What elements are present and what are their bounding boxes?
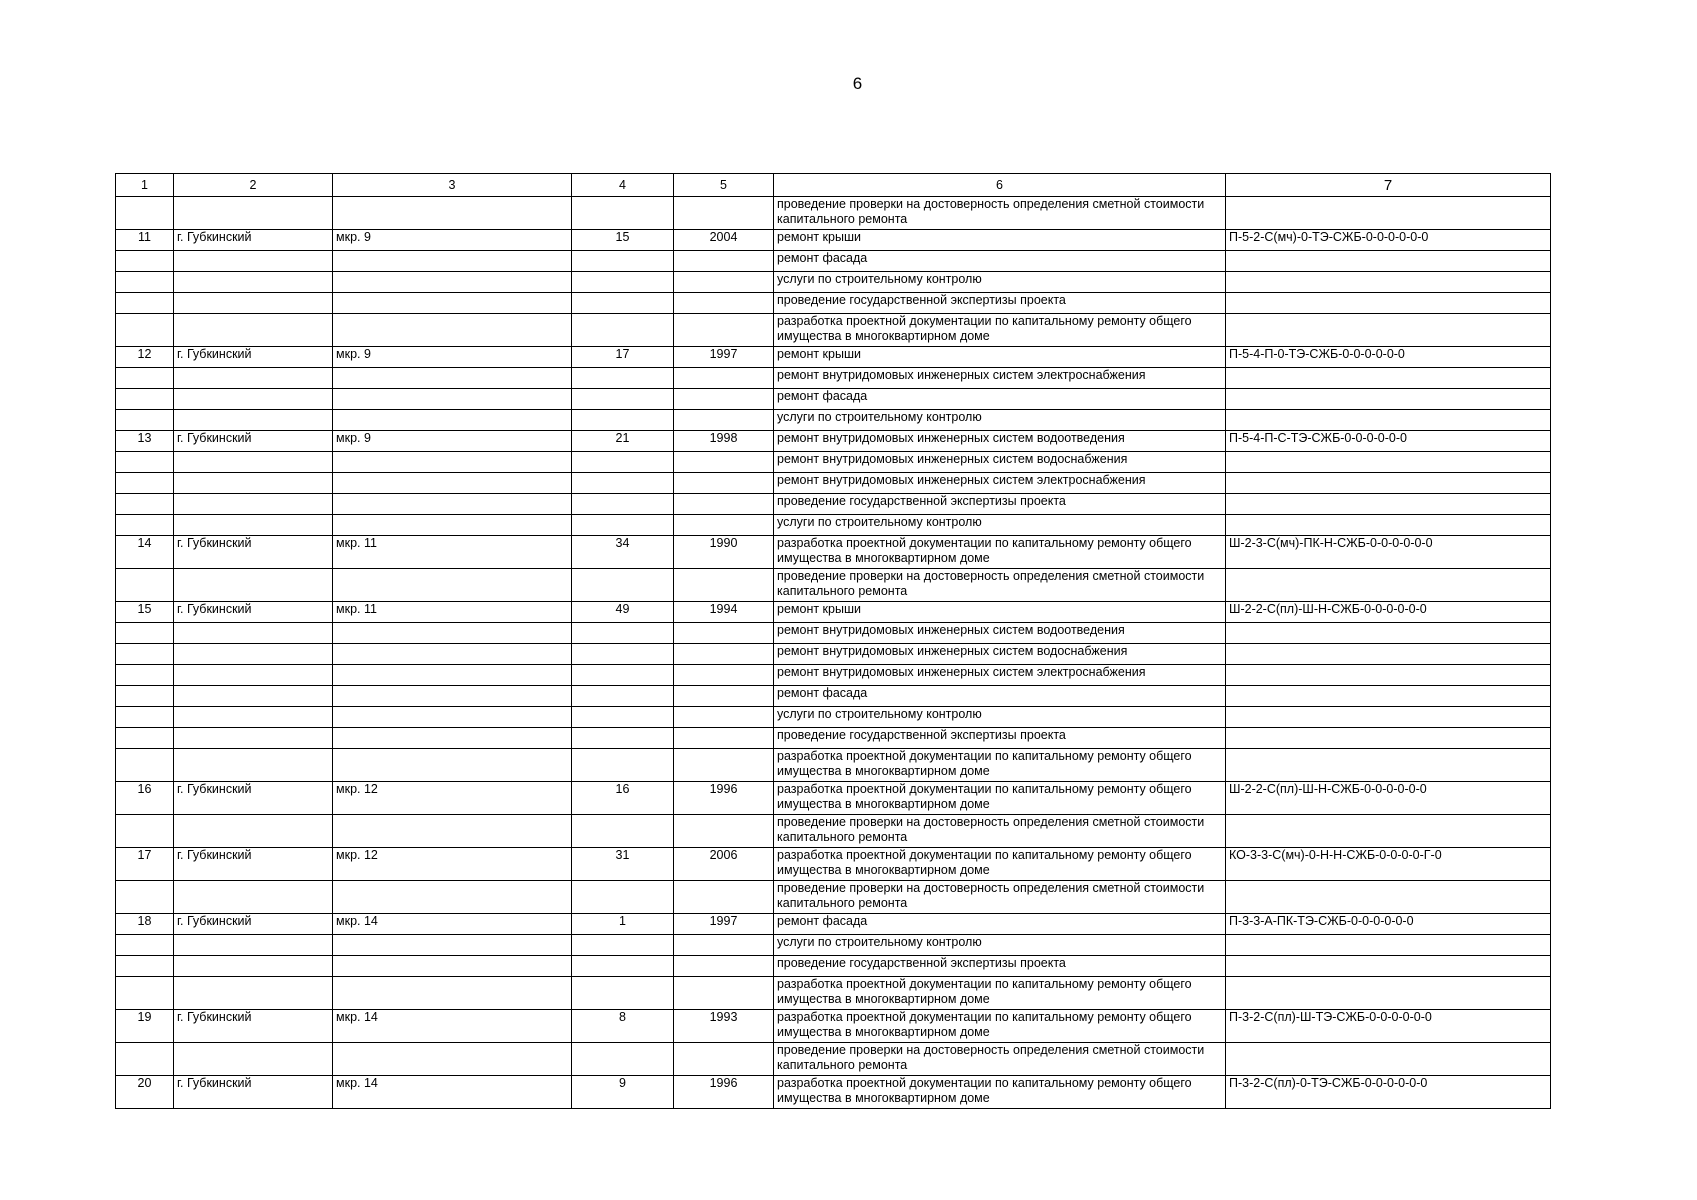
table-row — [116, 230, 1551, 251]
city-cell: г. Губкинский — [174, 782, 333, 815]
table-row — [116, 314, 1551, 347]
house-number-cell — [572, 293, 674, 314]
year-cell: 1998 — [674, 431, 774, 452]
building-code-cell: П-5-4-П-С-ТЭ-СЖБ-0-0-0-0-0-0 — [1226, 431, 1551, 452]
building-code-cell — [1226, 515, 1551, 536]
table-row — [116, 935, 1551, 956]
year-cell — [674, 815, 774, 848]
year-cell — [674, 644, 774, 665]
year-cell — [674, 389, 774, 410]
city-cell — [174, 569, 333, 602]
year-cell: 1996 — [674, 782, 774, 815]
house-number-cell — [572, 623, 674, 644]
row-number-cell — [116, 410, 174, 431]
work-type-cell: проведение государственной экспертизы проекта — [774, 728, 1226, 749]
row-number-cell: 11 — [116, 230, 174, 251]
house-number-cell — [572, 1043, 674, 1076]
house-number-cell: 1 — [572, 914, 674, 935]
work-type-cell: разработка проектной документации по капитальному ремонту общего имущества в многоквартирном доме — [774, 782, 1226, 815]
house-number-cell — [572, 272, 674, 293]
row-number-cell: 14 — [116, 536, 174, 569]
city-cell — [174, 389, 333, 410]
table-row — [116, 272, 1551, 293]
district-cell — [333, 728, 572, 749]
work-type-cell: ремонт внутридомовых инженерных систем водоотведения — [774, 623, 1226, 644]
page-number: 6 — [852, 74, 863, 93]
building-code-cell — [1226, 452, 1551, 473]
year-cell: 2004 — [674, 230, 774, 251]
house-number-cell: 16 — [572, 782, 674, 815]
row-number-cell — [116, 389, 174, 410]
building-code-cell: Ш-2-2-С(пл)-Ш-Н-СЖБ-0-0-0-0-0-0 — [1226, 602, 1551, 623]
city-cell — [174, 197, 333, 230]
year-cell — [674, 251, 774, 272]
house-number-cell — [572, 749, 674, 782]
building-code-cell: КО-3-3-С(мч)-0-Н-Н-СЖБ-0-0-0-0-Г-0 — [1226, 848, 1551, 881]
row-number-cell — [116, 473, 174, 494]
city-cell — [174, 293, 333, 314]
work-type-cell: услуги по строительному контролю — [774, 410, 1226, 431]
city-cell — [174, 644, 333, 665]
city-cell — [174, 314, 333, 347]
district-cell: мкр. 9 — [333, 230, 572, 251]
work-type-cell: разработка проектной документации по капитальному ремонту общего имущества в многоквартирном доме — [774, 848, 1226, 881]
house-number-cell — [572, 815, 674, 848]
row-number-cell: 13 — [116, 431, 174, 452]
building-code-cell: П-3-3-А-ПК-ТЭ-СЖБ-0-0-0-0-0-0 — [1226, 914, 1551, 935]
row-number-cell — [116, 452, 174, 473]
table-row — [116, 881, 1551, 914]
district-cell: мкр. 12 — [333, 848, 572, 881]
building-code-cell: Ш-2-3-С(мч)-ПК-Н-СЖБ-0-0-0-0-0-0 — [1226, 536, 1551, 569]
table-row — [116, 347, 1551, 368]
district-cell: мкр. 12 — [333, 782, 572, 815]
table-row — [116, 368, 1551, 389]
row-number-cell — [116, 515, 174, 536]
year-cell — [674, 410, 774, 431]
row-number-cell — [116, 251, 174, 272]
work-type-cell: проведение государственной экспертизы проекта — [774, 293, 1226, 314]
year-cell — [674, 197, 774, 230]
table-row — [116, 815, 1551, 848]
building-code-cell — [1226, 251, 1551, 272]
year-cell — [674, 665, 774, 686]
city-cell — [174, 707, 333, 728]
column-number: 7 — [1226, 174, 1551, 197]
row-number-cell — [116, 494, 174, 515]
district-cell — [333, 314, 572, 347]
table-row — [116, 914, 1551, 935]
building-code-cell — [1226, 293, 1551, 314]
table-row — [116, 665, 1551, 686]
table-row — [116, 977, 1551, 1010]
house-number-cell: 17 — [572, 347, 674, 368]
house-number-cell — [572, 956, 674, 977]
row-number-cell — [116, 1043, 174, 1076]
table-row — [116, 251, 1551, 272]
building-code-cell — [1226, 881, 1551, 914]
district-cell: мкр. 11 — [333, 602, 572, 623]
city-cell — [174, 665, 333, 686]
district-cell — [333, 452, 572, 473]
district-cell — [333, 665, 572, 686]
city-cell — [174, 1043, 333, 1076]
row-number-cell — [116, 749, 174, 782]
city-cell: г. Губкинский — [174, 602, 333, 623]
house-number-cell — [572, 935, 674, 956]
row-number-cell — [116, 569, 174, 602]
house-number-cell — [572, 728, 674, 749]
year-cell — [674, 368, 774, 389]
row-number-cell: 18 — [116, 914, 174, 935]
district-cell — [333, 293, 572, 314]
table-row — [116, 782, 1551, 815]
city-cell — [174, 368, 333, 389]
column-number: 6 — [774, 174, 1226, 197]
year-cell — [674, 623, 774, 644]
year-cell — [674, 473, 774, 494]
house-number-cell — [572, 707, 674, 728]
table-row — [116, 494, 1551, 515]
city-cell: г. Губкинский — [174, 347, 333, 368]
city-cell: г. Губкинский — [174, 536, 333, 569]
table-row — [116, 686, 1551, 707]
district-cell: мкр. 9 — [333, 431, 572, 452]
work-type-cell: проведение проверки на достоверность определения сметной стоимости капитального ремонта — [774, 569, 1226, 602]
work-type-cell: проведение государственной экспертизы проекта — [774, 494, 1226, 515]
city-cell — [174, 272, 333, 293]
work-type-cell: проведение проверки на достоверность определения сметной стоимости капитального ремонта — [774, 1043, 1226, 1076]
house-number-cell: 9 — [572, 1076, 674, 1109]
building-code-cell — [1226, 623, 1551, 644]
row-number-cell — [116, 815, 174, 848]
year-cell — [674, 686, 774, 707]
table-row — [116, 1043, 1551, 1076]
building-code-cell — [1226, 494, 1551, 515]
work-type-cell: ремонт фасада — [774, 914, 1226, 935]
year-cell — [674, 1043, 774, 1076]
district-cell: мкр. 14 — [333, 1010, 572, 1043]
work-type-cell: ремонт внутридомовых инженерных систем водоснабжения — [774, 452, 1226, 473]
table-row — [116, 602, 1551, 623]
year-cell — [674, 515, 774, 536]
district-cell — [333, 473, 572, 494]
building-code-cell — [1226, 707, 1551, 728]
table-row — [116, 1076, 1551, 1109]
year-cell — [674, 707, 774, 728]
building-code-cell: П-5-4-П-0-ТЭ-СЖБ-0-0-0-0-0-0 — [1226, 347, 1551, 368]
row-number-cell — [116, 623, 174, 644]
table-row — [116, 515, 1551, 536]
year-cell — [674, 935, 774, 956]
row-number-cell — [116, 272, 174, 293]
city-cell: г. Губкинский — [174, 914, 333, 935]
building-code-cell — [1226, 410, 1551, 431]
year-cell — [674, 569, 774, 602]
table-row — [116, 536, 1551, 569]
district-cell — [333, 623, 572, 644]
house-number-cell: 21 — [572, 431, 674, 452]
row-number-cell — [116, 644, 174, 665]
house-number-cell — [572, 494, 674, 515]
district-cell — [333, 272, 572, 293]
year-cell: 1997 — [674, 347, 774, 368]
house-number-cell — [572, 452, 674, 473]
building-code-cell — [1226, 569, 1551, 602]
building-code-cell — [1226, 473, 1551, 494]
city-cell — [174, 410, 333, 431]
city-cell: г. Губкинский — [174, 848, 333, 881]
district-cell — [333, 707, 572, 728]
district-cell — [333, 977, 572, 1010]
building-code-cell — [1226, 956, 1551, 977]
column-number: 5 — [674, 174, 774, 197]
table-row — [116, 644, 1551, 665]
row-number-cell — [116, 314, 174, 347]
district-cell: мкр. 11 — [333, 536, 572, 569]
house-number-cell — [572, 314, 674, 347]
work-type-cell: ремонт внутридомовых инженерных систем электроснабжения — [774, 473, 1226, 494]
district-cell — [333, 644, 572, 665]
house-number-cell — [572, 569, 674, 602]
building-code-cell — [1226, 314, 1551, 347]
city-cell: г. Губкинский — [174, 230, 333, 251]
work-type-cell: разработка проектной документации по капитальному ремонту общего имущества в многоквартирном доме — [774, 1076, 1226, 1109]
row-number-cell: 16 — [116, 782, 174, 815]
work-type-cell: ремонт внутридомовых инженерных систем электроснабжения — [774, 665, 1226, 686]
work-type-cell: проведение проверки на достоверность определения сметной стоимости капитального ремонта — [774, 881, 1226, 914]
work-type-cell: ремонт внутридомовых инженерных систем водоснабжения — [774, 644, 1226, 665]
city-cell: г. Губкинский — [174, 1076, 333, 1109]
year-cell: 1996 — [674, 1076, 774, 1109]
house-number-cell — [572, 515, 674, 536]
row-number-cell: 12 — [116, 347, 174, 368]
work-type-cell: ремонт крыши — [774, 347, 1226, 368]
year-cell — [674, 314, 774, 347]
year-cell — [674, 452, 774, 473]
row-number-cell — [116, 977, 174, 1010]
row-number-cell — [116, 197, 174, 230]
table-row — [116, 569, 1551, 602]
building-code-cell — [1226, 644, 1551, 665]
district-cell — [333, 815, 572, 848]
table-row — [116, 293, 1551, 314]
district-cell — [333, 368, 572, 389]
district-cell — [333, 251, 572, 272]
table-row — [116, 728, 1551, 749]
house-number-cell — [572, 977, 674, 1010]
house-number-cell: 49 — [572, 602, 674, 623]
row-number-cell — [116, 956, 174, 977]
city-cell — [174, 935, 333, 956]
city-cell — [174, 473, 333, 494]
table-row — [116, 1010, 1551, 1043]
city-cell — [174, 881, 333, 914]
building-code-cell — [1226, 368, 1551, 389]
work-type-cell: услуги по строительному контролю — [774, 272, 1226, 293]
column-number-row — [116, 174, 1551, 197]
year-cell: 1993 — [674, 1010, 774, 1043]
house-number-cell: 8 — [572, 1010, 674, 1043]
row-number-cell — [116, 707, 174, 728]
row-number-cell — [116, 686, 174, 707]
work-type-cell: ремонт крыши — [774, 602, 1226, 623]
row-number-cell: 15 — [116, 602, 174, 623]
work-type-cell: разработка проектной документации по капитальному ремонту общего имущества в многоквартирном доме — [774, 1010, 1226, 1043]
building-code-cell: П-3-2-С(пл)-0-ТЭ-СЖБ-0-0-0-0-0-0 — [1226, 1076, 1551, 1109]
work-type-cell: ремонт фасада — [774, 251, 1226, 272]
table-row — [116, 623, 1551, 644]
city-cell — [174, 956, 333, 977]
building-code-cell — [1226, 749, 1551, 782]
district-cell — [333, 686, 572, 707]
house-number-cell — [572, 410, 674, 431]
work-type-cell: ремонт фасада — [774, 686, 1226, 707]
building-code-cell — [1226, 686, 1551, 707]
house-number-cell — [572, 197, 674, 230]
building-code-cell — [1226, 935, 1551, 956]
house-number-cell — [572, 389, 674, 410]
table-row — [116, 410, 1551, 431]
district-cell — [333, 569, 572, 602]
year-cell — [674, 749, 774, 782]
row-number-cell: 17 — [116, 848, 174, 881]
row-number-cell — [116, 881, 174, 914]
city-cell — [174, 515, 333, 536]
house-number-cell — [572, 644, 674, 665]
year-cell: 1997 — [674, 914, 774, 935]
house-number-cell — [572, 686, 674, 707]
work-type-cell: ремонт фасада — [774, 389, 1226, 410]
year-cell — [674, 956, 774, 977]
column-number: 1 — [116, 174, 174, 197]
district-cell — [333, 956, 572, 977]
city-cell — [174, 686, 333, 707]
row-number-cell — [116, 728, 174, 749]
row-number-cell — [116, 665, 174, 686]
row-number-cell: 19 — [116, 1010, 174, 1043]
district-cell — [333, 749, 572, 782]
house-number-cell: 15 — [572, 230, 674, 251]
work-type-cell: разработка проектной документации по капитальному ремонту общего имущества в многоквартирном доме — [774, 977, 1226, 1010]
building-code-cell — [1226, 197, 1551, 230]
year-cell — [674, 494, 774, 515]
house-number-cell: 31 — [572, 848, 674, 881]
row-number-cell — [116, 368, 174, 389]
row-number-cell — [116, 293, 174, 314]
house-number-cell — [572, 251, 674, 272]
city-cell: г. Губкинский — [174, 431, 333, 452]
city-cell — [174, 623, 333, 644]
table-row — [116, 431, 1551, 452]
house-number-cell — [572, 881, 674, 914]
year-cell: 1990 — [674, 536, 774, 569]
building-code-cell — [1226, 665, 1551, 686]
year-cell: 1994 — [674, 602, 774, 623]
city-cell — [174, 749, 333, 782]
year-cell — [674, 977, 774, 1010]
table-row — [116, 707, 1551, 728]
work-type-cell: проведение государственной экспертизы проекта — [774, 956, 1226, 977]
building-code-cell: П-3-2-С(пл)-Ш-ТЭ-СЖБ-0-0-0-0-0-0 — [1226, 1010, 1551, 1043]
row-number-cell: 20 — [116, 1076, 174, 1109]
year-cell — [674, 728, 774, 749]
district-cell — [333, 935, 572, 956]
column-number: 3 — [333, 174, 572, 197]
building-code-cell — [1226, 977, 1551, 1010]
work-type-cell: услуги по строительному контролю — [774, 515, 1226, 536]
work-type-cell: разработка проектной документации по капитальному ремонту общего имущества в многоквартирном доме — [774, 536, 1226, 569]
house-number-cell: 34 — [572, 536, 674, 569]
building-code-cell — [1226, 272, 1551, 293]
work-type-cell: услуги по строительному контролю — [774, 707, 1226, 728]
building-code-cell: Ш-2-2-С(пл)-Ш-Н-СЖБ-0-0-0-0-0-0 — [1226, 782, 1551, 815]
work-type-cell: проведение проверки на достоверность определения сметной стоимости капитального ремонта — [774, 815, 1226, 848]
city-cell — [174, 452, 333, 473]
city-cell — [174, 251, 333, 272]
work-type-cell: услуги по строительному контролю — [774, 935, 1226, 956]
work-type-cell: проведение проверки на достоверность определения сметной стоимости капитального ремонта — [774, 197, 1226, 230]
district-cell — [333, 197, 572, 230]
district-cell — [333, 494, 572, 515]
column-number: 4 — [572, 174, 674, 197]
year-cell — [674, 881, 774, 914]
building-code-cell — [1226, 815, 1551, 848]
building-code-cell — [1226, 1043, 1551, 1076]
work-type-cell: разработка проектной документации по капитальному ремонту общего имущества в многоквартирном доме — [774, 749, 1226, 782]
work-type-cell: ремонт внутридомовых инженерных систем электроснабжения — [774, 368, 1226, 389]
district-cell — [333, 881, 572, 914]
repair-works-table — [115, 173, 1551, 1109]
city-cell — [174, 728, 333, 749]
city-cell — [174, 494, 333, 515]
table-row — [116, 848, 1551, 881]
city-cell — [174, 815, 333, 848]
table-row — [116, 197, 1551, 230]
district-cell: мкр. 14 — [333, 914, 572, 935]
house-number-cell — [572, 665, 674, 686]
building-code-cell — [1226, 728, 1551, 749]
table-row — [116, 473, 1551, 494]
district-cell — [333, 410, 572, 431]
city-cell — [174, 977, 333, 1010]
table-row — [116, 452, 1551, 473]
table-row — [116, 749, 1551, 782]
city-cell: г. Губкинский — [174, 1010, 333, 1043]
house-number-cell — [572, 473, 674, 494]
district-cell — [333, 389, 572, 410]
year-cell: 2006 — [674, 848, 774, 881]
building-code-cell: П-5-2-С(мч)-0-ТЭ-СЖБ-0-0-0-0-0-0 — [1226, 230, 1551, 251]
district-cell: мкр. 9 — [333, 347, 572, 368]
work-type-cell: разработка проектной документации по капитальному ремонту общего имущества в многоквартирном доме — [774, 314, 1226, 347]
year-cell — [674, 272, 774, 293]
district-cell — [333, 515, 572, 536]
building-code-cell — [1226, 389, 1551, 410]
work-type-cell: ремонт крыши — [774, 230, 1226, 251]
table-row — [116, 956, 1551, 977]
year-cell — [674, 293, 774, 314]
row-number-cell — [116, 935, 174, 956]
district-cell — [333, 1043, 572, 1076]
district-cell: мкр. 14 — [333, 1076, 572, 1109]
column-number: 2 — [174, 174, 333, 197]
house-number-cell — [572, 368, 674, 389]
table-row — [116, 389, 1551, 410]
work-type-cell: ремонт внутридомовых инженерных систем водоотведения — [774, 431, 1226, 452]
